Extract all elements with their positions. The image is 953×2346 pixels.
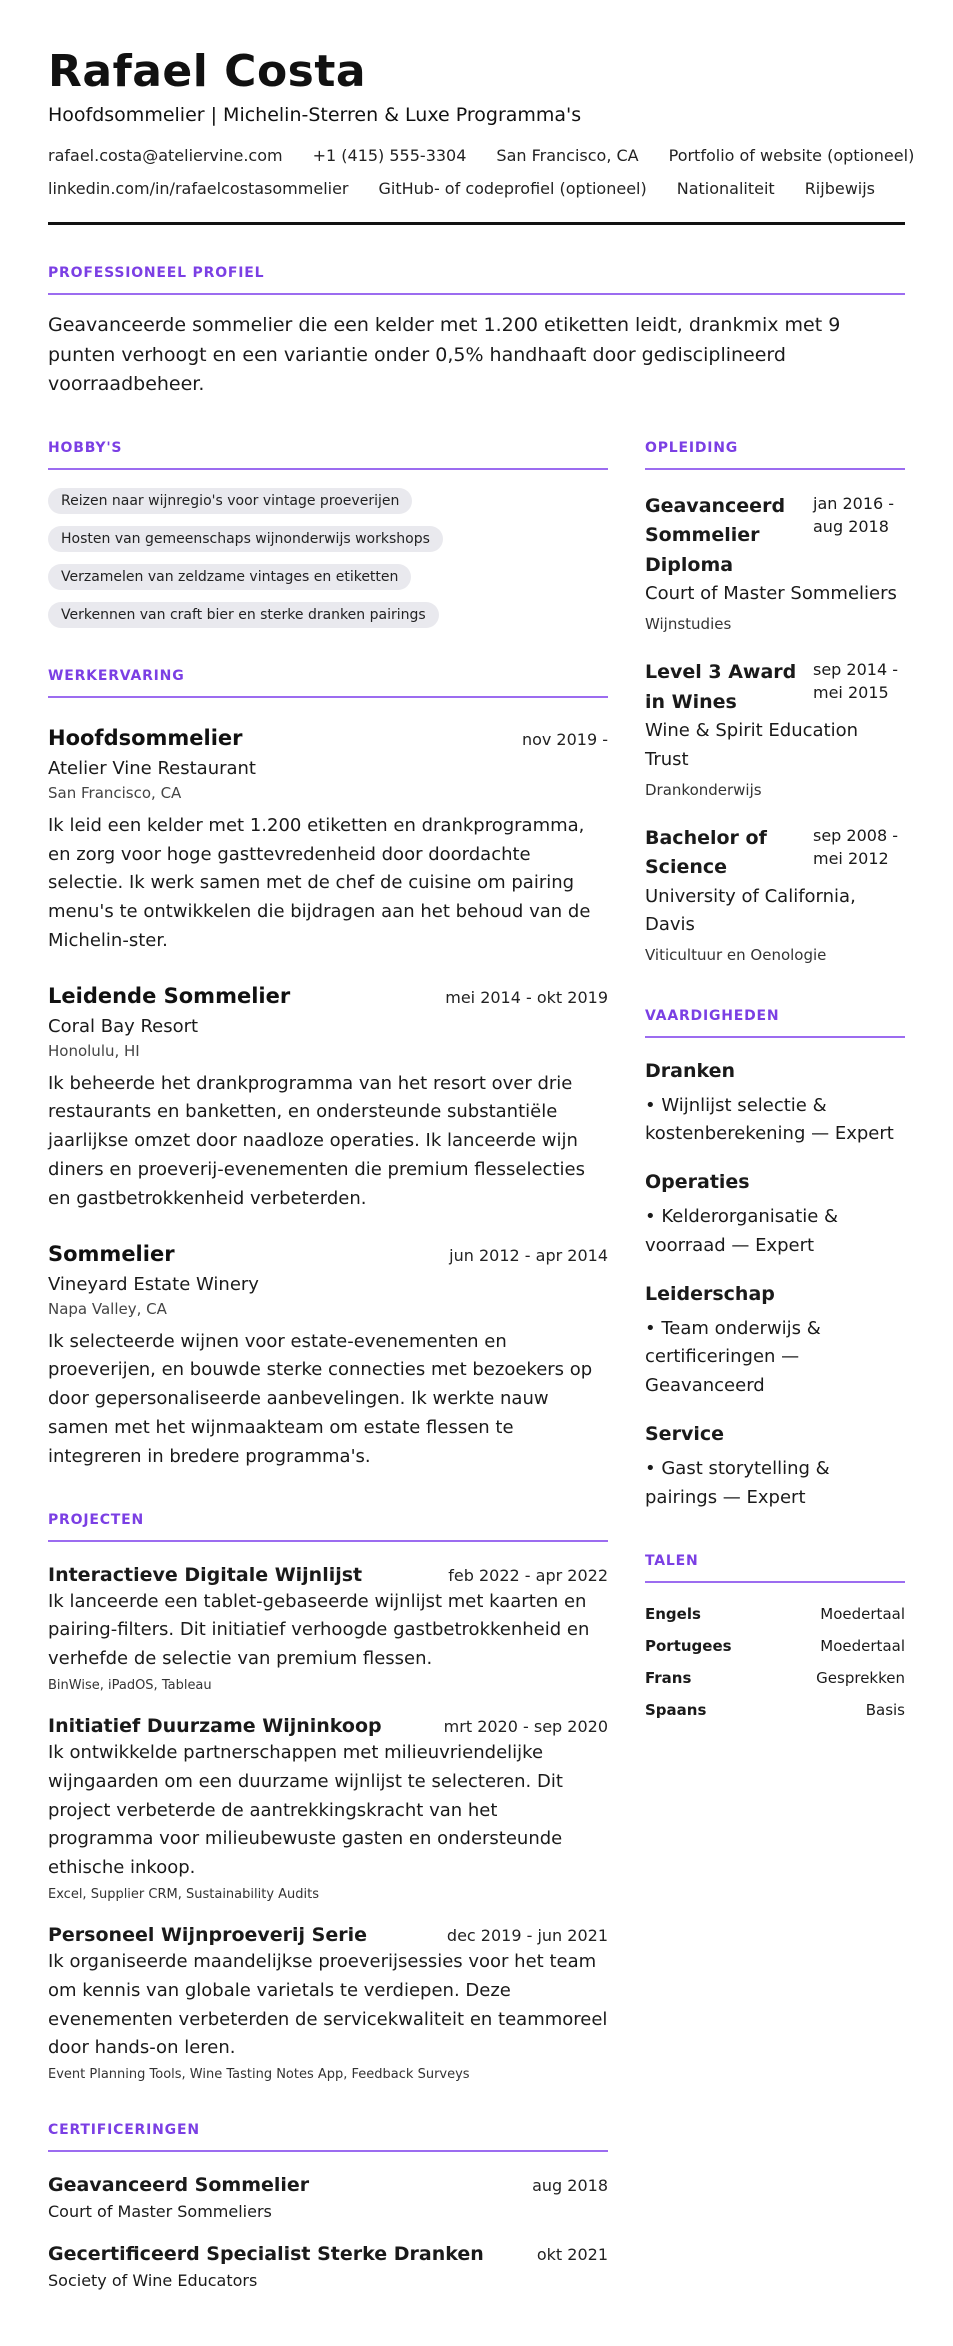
skill-category: Dranken <box>645 1059 736 1082</box>
language-name: Engels <box>645 1604 701 1623</box>
certification-issuer: Court of Master Sommeliers <box>48 2202 272 2222</box>
contact-info <box>48 146 928 198</box>
project-entry <box>48 1564 608 1693</box>
hobby-list <box>48 488 608 628</box>
job-description: Ik beheerde het drankprogramma van het resort over drie restaurants en banketten, en ondersteunde substantiële jaarlijkse omzet door naadloze operaties. Ik lanceerde wijn diners en proeverij-evenementen die premium flesselecties en gastbetrokkenheid verbeterden. <box>48 1072 585 1209</box>
education-institution: Wine & Spirit Education Trust <box>645 719 859 770</box>
skill-group <box>645 1171 905 1261</box>
education-field: Wijnstudies <box>645 614 732 633</box>
education-date: sep 2014 - mei 2015 <box>813 660 898 703</box>
language-name: Spaans <box>645 1700 707 1719</box>
hobby-chip: Verkennen van craft bier en sterke dranken pairings <box>48 602 439 628</box>
project-tools: Event Planning Tools, Wine Tasting Notes App, Feedback Surveys <box>48 2067 470 2083</box>
contact-linkedin[interactable]: linkedin.com/in/rafaelcostasommelier <box>48 179 349 199</box>
job-entry <box>48 984 608 1214</box>
languages-section <box>645 1553 905 1719</box>
section-divider <box>48 2150 608 2152</box>
education-entry <box>645 492 905 636</box>
section-divider <box>48 468 608 470</box>
skills-section <box>645 1008 905 1513</box>
hobby-chip: Verzamelen van zeldzame vintages en etiketten <box>48 564 411 590</box>
skill-category: Leiderschap <box>645 1282 775 1305</box>
skill-item: • Wijnlijst selectie & kostenberekening — Expert <box>645 1094 894 1145</box>
job-location: San Francisco, CA <box>48 783 182 802</box>
education-degree: Level 3 Award in Wines <box>645 661 797 713</box>
project-description: Ik organiseerde maandelijkse proeverijsessies voor het team om kennis van globale varietals te verdiepen. Deze evenementen verbeterden de servicekwaliteit en teammoreel door hands-on leren. <box>48 1951 608 2059</box>
language-list <box>645 1605 905 1719</box>
skill-category: Service <box>645 1423 724 1446</box>
skill-category: Operaties <box>645 1171 750 1194</box>
section-title: WERKERVARING <box>48 667 185 684</box>
education-field: Drankonderwijs <box>645 780 762 799</box>
hobby-chip: Reizen naar wijnregio's voor vintage proeverijen <box>48 488 412 514</box>
certification-issuer: Society of Wine Educators <box>48 2271 258 2291</box>
certification-date: aug 2018 <box>532 2176 608 2196</box>
project-title: Initiatief Duurzame Wijninkoop <box>48 1715 382 1738</box>
contact-github[interactable]: GitHub- of codeprofiel (optioneel) <box>378 179 647 199</box>
section-title: PROJECTEN <box>48 1511 145 1528</box>
certification-title: Geavanceerd Sommelier <box>48 2174 310 2197</box>
education-section <box>645 440 905 968</box>
job-location: Honolulu, HI <box>48 1041 140 1060</box>
job-title: Sommelier <box>48 1241 175 1266</box>
skill-item: • Kelderorganisatie & voorraad — Expert <box>645 1206 839 1256</box>
language-level: Moedertaal <box>820 1636 905 1655</box>
section-divider <box>48 1540 608 1542</box>
section-title: CERTIFICERINGEN <box>48 2122 200 2139</box>
project-date: mrt 2020 - sep 2020 <box>443 1717 608 1737</box>
education-date: sep 2008 - mei 2012 <box>813 825 898 868</box>
education-date: jan 2016 - aug 2018 <box>813 493 895 536</box>
contact-license: Rijbewijs <box>804 179 876 199</box>
section-divider <box>48 696 608 698</box>
certification-entry <box>48 2243 608 2290</box>
job-entry <box>48 1242 608 1472</box>
certification-title: Gecertificeerd Specialist Sterke Dranken <box>48 2243 484 2266</box>
project-entry <box>48 1924 608 2082</box>
education-entry <box>645 658 905 802</box>
skill-group <box>645 1283 905 1401</box>
hobby-chip: Hosten van gemeenschaps wijnonderwijs workshops <box>48 526 443 552</box>
job-date: mei 2014 - okt 2019 <box>445 987 608 1007</box>
section-divider <box>645 468 905 470</box>
experience-section <box>48 668 608 1472</box>
skill-item: • Gast storytelling & pairings — Expert <box>645 1458 830 1508</box>
education-degree: Bachelor of Science <box>645 826 767 879</box>
language-name: Portugees <box>645 1636 732 1655</box>
contact-nationality: Nationaliteit <box>676 179 775 199</box>
education-institution: University of California, Davis <box>645 885 856 936</box>
job-date: nov 2019 - <box>521 729 608 749</box>
contact-email[interactable]: rafael.costa@ateliervine.com <box>48 146 283 166</box>
language-row <box>645 1669 905 1687</box>
certification-entry <box>48 2174 608 2221</box>
resume-header <box>48 46 915 225</box>
projects-section <box>48 1512 608 2083</box>
project-entry <box>48 1715 608 1902</box>
job-company: Atelier Vine Restaurant <box>48 757 256 779</box>
job-date: jun 2012 - apr 2014 <box>449 1245 608 1265</box>
job-entry <box>48 726 608 956</box>
project-date: dec 2019 - jun 2021 <box>446 1926 608 1946</box>
skill-group <box>645 1060 905 1150</box>
certification-date: okt 2021 <box>536 2245 608 2265</box>
profile-text: Geavanceerde sommelier die een kelder met 1.200 etiketten leidt, drankmix met 9 punten verhoogt en een variantie onder 0,5% handhaaft door gedisciplineerd voorraadbeheer. <box>48 314 841 396</box>
job-description: Ik leid een kelder met 1.200 etiketten en drankprogramma, en zorg voor hoge gasttevredenheid door doordachte selectie. Ik werk samen met de chef de cuisine om pairing menu's te ontwikkelen die bijdragen aan het behoud van de Michelin-ster. <box>48 814 591 951</box>
contact-location: San Francisco, CA <box>496 146 639 166</box>
project-title: Personeel Wijnproeverij Serie <box>48 1924 368 1947</box>
language-row <box>645 1637 905 1655</box>
education-entry <box>645 824 905 968</box>
section-title: TALEN <box>645 1552 699 1569</box>
project-title: Interactieve Digitale Wijnlijst <box>48 1563 363 1586</box>
project-date: feb 2022 - apr 2022 <box>448 1565 608 1585</box>
skill-group <box>645 1423 905 1513</box>
left-column <box>48 400 608 2291</box>
job-title: Hoofdsommelier <box>48 725 243 750</box>
job-company: Vineyard Estate Winery <box>48 1273 259 1295</box>
education-degree: Geavanceerd Sommelier Diploma <box>645 494 786 576</box>
headline: Hoofdsommelier | Michelin-Sterren & Luxe Programma's <box>48 104 582 127</box>
candidate-name: Rafael Costa <box>48 46 367 97</box>
education-institution: Court of Master Sommeliers <box>645 583 897 605</box>
education-field: Viticultuur en Oenologie <box>645 946 827 965</box>
right-column <box>645 400 905 2291</box>
contact-phone[interactable]: +1 (415) 555-3304 <box>312 146 467 166</box>
job-title: Leidende Sommelier <box>48 983 291 1008</box>
section-title: HOBBY'S <box>48 439 123 456</box>
project-description: Ik ontwikkelde partnerschappen met milieuvriendelijke wijngaarden om een duurzame wijnlijst te selecteren. Dit project verbeterde de aantrekkingskracht van het programma voor milieubewuste gasten en ondersteunde ethische inkoop. <box>48 1742 563 1879</box>
section-title: PROFESSIONEEL PROFIEL <box>48 265 265 282</box>
language-row <box>645 1701 905 1719</box>
header-divider <box>48 222 905 225</box>
section-divider <box>48 293 905 295</box>
language-row <box>645 1605 905 1623</box>
section-title: VAARDIGHEDEN <box>645 1007 780 1024</box>
project-description: Ik lanceerde een tablet-gebaseerde wijnlijst met kaarten en pairing-filters. Dit initiatief verhoogde gastbetrokkenheid en verhefde de selectie van premium flessen. <box>48 1590 590 1670</box>
profile-section <box>48 265 905 399</box>
skill-item: • Team onderwijs & certificeringen — Geavanceerd <box>645 1317 821 1397</box>
language-level: Basis <box>865 1700 905 1719</box>
language-level: Gesprekken <box>816 1668 905 1687</box>
section-title: OPLEIDING <box>645 439 739 456</box>
project-tools: BinWise, iPadOS, Tableau <box>48 1678 212 1694</box>
hobbies-section <box>48 440 608 628</box>
section-divider <box>645 1036 905 1038</box>
certifications-section <box>48 2122 608 2290</box>
job-description: Ik selecteerde wijnen voor estate-evenementen en proeverijen, en bouwde sterke connecties met bezoekers op door gepersonaliseerde aanbevelingen. Ik werkte nauw samen met het wijnmaakteam om estate flessen te integreren in bredere programma's. <box>48 1330 593 1467</box>
contact-portfolio[interactable]: Portfolio of website (optioneel) <box>668 146 915 166</box>
two-column-layout <box>48 400 905 2291</box>
section-divider <box>645 1581 905 1583</box>
job-location: Napa Valley, CA <box>48 1299 167 1318</box>
language-level: Moedertaal <box>820 1604 905 1623</box>
job-company: Coral Bay Resort <box>48 1015 199 1037</box>
project-tools: Excel, Supplier CRM, Sustainability Audits <box>48 1887 320 1903</box>
language-name: Frans <box>645 1668 692 1687</box>
